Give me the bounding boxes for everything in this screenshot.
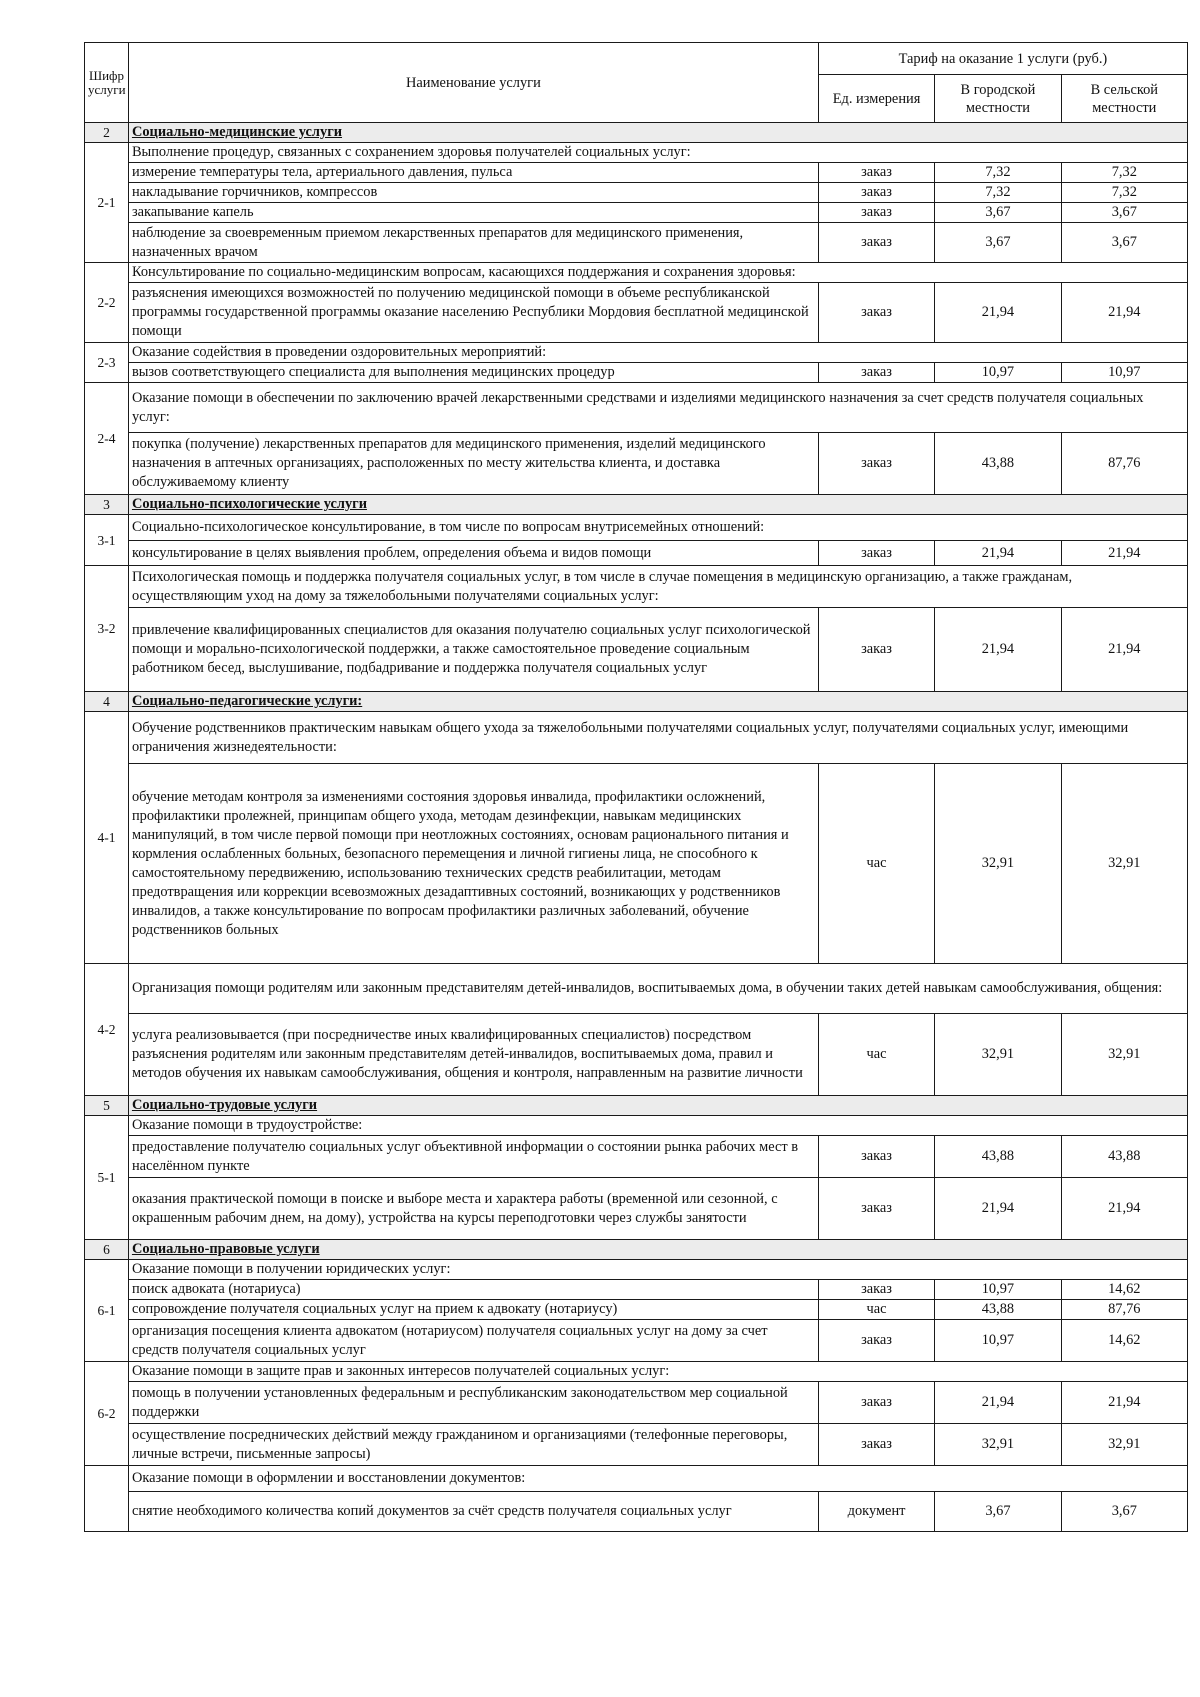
- group-row: [85, 1116, 1188, 1136]
- section-code: 4: [85, 692, 129, 712]
- header-unit: Ед. измерения: [818, 75, 934, 123]
- section-code: 6: [85, 1240, 129, 1260]
- unit-cell: заказ: [818, 1382, 934, 1424]
- group-title: Оказание помощи в защите прав и законных интересов получателей социальных услуг:: [128, 1362, 1187, 1382]
- section-code: 2: [85, 123, 129, 143]
- group-row: [85, 1466, 1188, 1492]
- table-row: [85, 363, 1188, 383]
- table-row: [85, 608, 1188, 692]
- table-row: [85, 1382, 1188, 1424]
- unit-cell: заказ: [818, 1136, 934, 1178]
- section-row: [85, 1240, 1188, 1260]
- table-row: [85, 203, 1188, 223]
- group-title: Оказание помощи в обеспечении по заключению врачей лекарственными средствами и изделиями медицинского назначения за счет средств получателя социальных услуг:: [128, 383, 1187, 433]
- city-price: 10,97: [935, 1280, 1061, 1300]
- service-name: снятие необходимого количества копий документов за счёт средств получателя социальных услуг: [128, 1492, 818, 1532]
- city-price: 21,94: [935, 1382, 1061, 1424]
- rural-price: 14,62: [1061, 1320, 1187, 1362]
- service-name: вызов соответствующего специалиста для выполнения медицинских процедур: [128, 363, 818, 383]
- service-name: консультирование в целях выявления проблем, определения объема и видов помощи: [128, 541, 818, 566]
- group-title: Оказание помощи в трудоустройстве:: [128, 1116, 1187, 1136]
- rural-price: 87,76: [1061, 433, 1187, 495]
- table-row: [85, 1014, 1188, 1096]
- group-title: Обучение родственников практическим навыкам общего ухода за тяжелобольными получателями социальных услуг, получателями социальных услуг, имеющими ограничения жизнедеятельности:: [128, 712, 1187, 764]
- rural-price: 3,67: [1061, 203, 1187, 223]
- city-price: 3,67: [935, 203, 1061, 223]
- unit-cell: час: [818, 764, 934, 964]
- group-title: Выполнение процедур, связанных с сохранением здоровья получателей социальных услуг:: [128, 143, 1187, 163]
- unit-cell: час: [818, 1014, 934, 1096]
- section-row: [85, 495, 1188, 515]
- group-row: [85, 1362, 1188, 1382]
- rural-price: 21,94: [1061, 283, 1187, 343]
- group-title: Оказание помощи в получении юридических услуг:: [128, 1260, 1187, 1280]
- rural-price: 87,76: [1061, 1300, 1187, 1320]
- city-price: 21,94: [935, 283, 1061, 343]
- group-title: Организация помощи родителям или законным представителям детей-инвалидов, воспитываемых дома, в обучении таких детей навыкам самообслуживания, общения:: [128, 964, 1187, 1014]
- group-row: [85, 343, 1188, 363]
- rural-price: 3,67: [1061, 223, 1187, 263]
- group-code: 3-1: [85, 515, 129, 566]
- rural-price: 7,32: [1061, 163, 1187, 183]
- table-row: [85, 283, 1188, 343]
- city-price: 3,67: [935, 223, 1061, 263]
- rural-price: 21,94: [1061, 1178, 1187, 1240]
- section-row: [85, 692, 1188, 712]
- rural-price: 21,94: [1061, 541, 1187, 566]
- group-code: 6-2: [85, 1362, 129, 1466]
- rural-price: 32,91: [1061, 764, 1187, 964]
- service-name: покупка (получение) лекарственных препаратов для медицинского применения, изделий медицинского назначения в аптечных организациях, расположенных по месту жительства клиента, и доставка обслуживаемому клиенту: [128, 433, 818, 495]
- unit-cell: час: [818, 1300, 934, 1320]
- group-title: Оказание помощи в оформлении и восстановлении документов:: [128, 1466, 1187, 1492]
- service-name: привлечение квалифицированных специалистов для оказания получателю социальных услуг психологической помощи и морально-психологической поддержки, а также самостоятельное проведение социальным работником бесед, выслушивание, подбадривание и поддержка получателя социальных услуг: [128, 608, 818, 692]
- group-row: [85, 1260, 1188, 1280]
- header-city: В городской местности: [935, 75, 1061, 123]
- group-row: [85, 515, 1188, 541]
- group-title: Психологическая помощь и поддержка получателя социальных услуг, в том числе в случае помещения в медицинскую организацию, а также гражданам, осуществляющим уход на дому за тяжелобольными получателями социальных услуг:: [128, 566, 1187, 608]
- section-code: 5: [85, 1096, 129, 1116]
- group-code: 2-3: [85, 343, 129, 383]
- unit-cell: документ: [818, 1492, 934, 1532]
- city-price: 32,91: [935, 1424, 1061, 1466]
- group-code: 2-4: [85, 383, 129, 495]
- group-row: [85, 964, 1188, 1014]
- unit-cell: заказ: [818, 433, 934, 495]
- section-title: Социально-медицинские услуги: [128, 123, 1187, 143]
- service-name: помощь в получении установленных федеральным и республиканским законодательством мер социальной поддержки: [128, 1382, 818, 1424]
- service-name: измерение температуры тела, артериального давления, пульса: [128, 163, 818, 183]
- group-code: 2-2: [85, 263, 129, 343]
- group-row: [85, 263, 1188, 283]
- unit-cell: заказ: [818, 183, 934, 203]
- rural-price: 3,67: [1061, 1492, 1187, 1532]
- unit-cell: заказ: [818, 1424, 934, 1466]
- city-price: 3,67: [935, 1492, 1061, 1532]
- section-title: Социально-правовые услуги: [128, 1240, 1187, 1260]
- unit-cell: заказ: [818, 541, 934, 566]
- section-title: Социально-педагогические услуги:: [128, 692, 1187, 712]
- section-row: [85, 1096, 1188, 1116]
- city-price: 21,94: [935, 541, 1061, 566]
- group-row: [85, 143, 1188, 163]
- group-code: [85, 1466, 129, 1532]
- table-row: [85, 223, 1188, 263]
- group-title: Социально-психологическое консультирование, в том числе по вопросам внутрисемейных отношений:: [128, 515, 1187, 541]
- city-price: 32,91: [935, 764, 1061, 964]
- service-name: предоставление получателю социальных услуг объективной информации о состоянии рынка рабочих мест в населённом пункте: [128, 1136, 818, 1178]
- group-code: 2-1: [85, 143, 129, 263]
- city-price: 10,97: [935, 363, 1061, 383]
- service-name: оказания практической помощи в поиске и выборе места и характера работы (временной или сезонной, с окрашенным рабочим днем, на дому), устройства на курсы переподготовки через службы занятости: [128, 1178, 818, 1240]
- service-name: обучение методам контроля за изменениями состояния здоровья инвалида, профилактики осложнений, профилактики пролежней, принципам общего ухода, методам дезинфекции, навыкам медицинских манипуляций, в том числе первой помощи при неотложных состояниях, основам рационального питания и кормления ослабленных больных, безопасного перемещения и личной гигиены лица, не способного к самостоятельному передвижению, использованию технических средств реабилитации, методам предотвращения или коррекции всевозможных дезадаптивных состояний, возникающих у родственников инвалидов, а также консультирование по вопросам профилактики различных заболеваний, обучение родственников больных: [128, 764, 818, 964]
- header-tariff: Тариф на оказание 1 услуги (руб.): [818, 43, 1187, 75]
- city-price: 10,97: [935, 1320, 1061, 1362]
- group-code: 4-1: [85, 712, 129, 964]
- service-name: услуга реализовывается (при посредничестве иных квалифицированных специалистов) посредством разъяснения родителям или законным представителям детей-инвалидов, воспитываемых дома, правил и методов обучения их навыкам самообслуживания, общения и контроля, направленным на развитие личности: [128, 1014, 818, 1096]
- unit-cell: заказ: [818, 363, 934, 383]
- city-price: 7,32: [935, 163, 1061, 183]
- unit-cell: заказ: [818, 223, 934, 263]
- header-rural: В сельской местности: [1061, 75, 1187, 123]
- table-row: [85, 1136, 1188, 1178]
- service-name: осуществление посреднических действий между гражданином и организациями (телефонные переговоры, личные встречи, письменные запросы): [128, 1424, 818, 1466]
- table-row: [85, 764, 1188, 964]
- table-row: [85, 433, 1188, 495]
- unit-cell: заказ: [818, 1320, 934, 1362]
- header-name: Наименование услуги: [128, 43, 818, 123]
- table-row: [85, 1320, 1188, 1362]
- group-code: 5-1: [85, 1116, 129, 1240]
- city-price: 43,88: [935, 1300, 1061, 1320]
- service-name: разъяснения имеющихся возможностей по получению медицинской помощи в объеме республиканской программы государственной программы оказание населению Республики Мордовия бесплатной медицинской помощи: [128, 283, 818, 343]
- rural-price: 7,32: [1061, 183, 1187, 203]
- table-row: [85, 1424, 1188, 1466]
- unit-cell: заказ: [818, 283, 934, 343]
- rural-price: 21,94: [1061, 608, 1187, 692]
- group-row: [85, 566, 1188, 608]
- group-row: [85, 383, 1188, 433]
- rural-price: 10,97: [1061, 363, 1187, 383]
- service-name: накладывание горчичников, компрессов: [128, 183, 818, 203]
- section-row: [85, 123, 1188, 143]
- rural-price: 14,62: [1061, 1280, 1187, 1300]
- table-row: [85, 1280, 1188, 1300]
- rural-price: 32,91: [1061, 1424, 1187, 1466]
- city-price: 7,32: [935, 183, 1061, 203]
- table-row: [85, 183, 1188, 203]
- unit-cell: заказ: [818, 1280, 934, 1300]
- section-title: Социально-трудовые услуги: [128, 1096, 1187, 1116]
- service-name: сопровождение получателя социальных услуг на прием к адвокату (нотариусу): [128, 1300, 818, 1320]
- group-code: 6-1: [85, 1260, 129, 1362]
- group-title: Консультирование по социально-медицинским вопросам, касающихся поддержания и сохранения здоровья:: [128, 263, 1187, 283]
- rural-price: 21,94: [1061, 1382, 1187, 1424]
- section-title: Социально-психологические услуги: [128, 495, 1187, 515]
- service-name: поиск адвоката (нотариуса): [128, 1280, 818, 1300]
- group-code: 3-2: [85, 566, 129, 692]
- city-price: 21,94: [935, 1178, 1061, 1240]
- service-name: организация посещения клиента адвокатом (нотариусом) получателя социальных услуг на дому за счет средств получателя социальных услуг: [128, 1320, 818, 1362]
- tariff-table: [84, 42, 1188, 1532]
- group-title: Оказание содействия в проведении оздоровительных мероприятий:: [128, 343, 1187, 363]
- table-row: [85, 1300, 1188, 1320]
- group-code: 4-2: [85, 964, 129, 1096]
- unit-cell: заказ: [818, 608, 934, 692]
- unit-cell: заказ: [818, 203, 934, 223]
- unit-cell: заказ: [818, 1178, 934, 1240]
- rural-price: 32,91: [1061, 1014, 1187, 1096]
- table-row: [85, 541, 1188, 566]
- city-price: 43,88: [935, 433, 1061, 495]
- group-row: [85, 712, 1188, 764]
- header-code: Шифр услуги: [85, 43, 129, 123]
- city-price: 32,91: [935, 1014, 1061, 1096]
- section-code: 3: [85, 495, 129, 515]
- service-name: наблюдение за своевременным приемом лекарственных препаратов для медицинского применения, назначенных врачом: [128, 223, 818, 263]
- service-name: закапывание капель: [128, 203, 818, 223]
- table-row: [85, 1178, 1188, 1240]
- city-price: 43,88: [935, 1136, 1061, 1178]
- table-row: [85, 163, 1188, 183]
- city-price: 21,94: [935, 608, 1061, 692]
- table-row: [85, 1492, 1188, 1532]
- unit-cell: заказ: [818, 163, 934, 183]
- header-row-1: [85, 43, 1188, 75]
- rural-price: 43,88: [1061, 1136, 1187, 1178]
